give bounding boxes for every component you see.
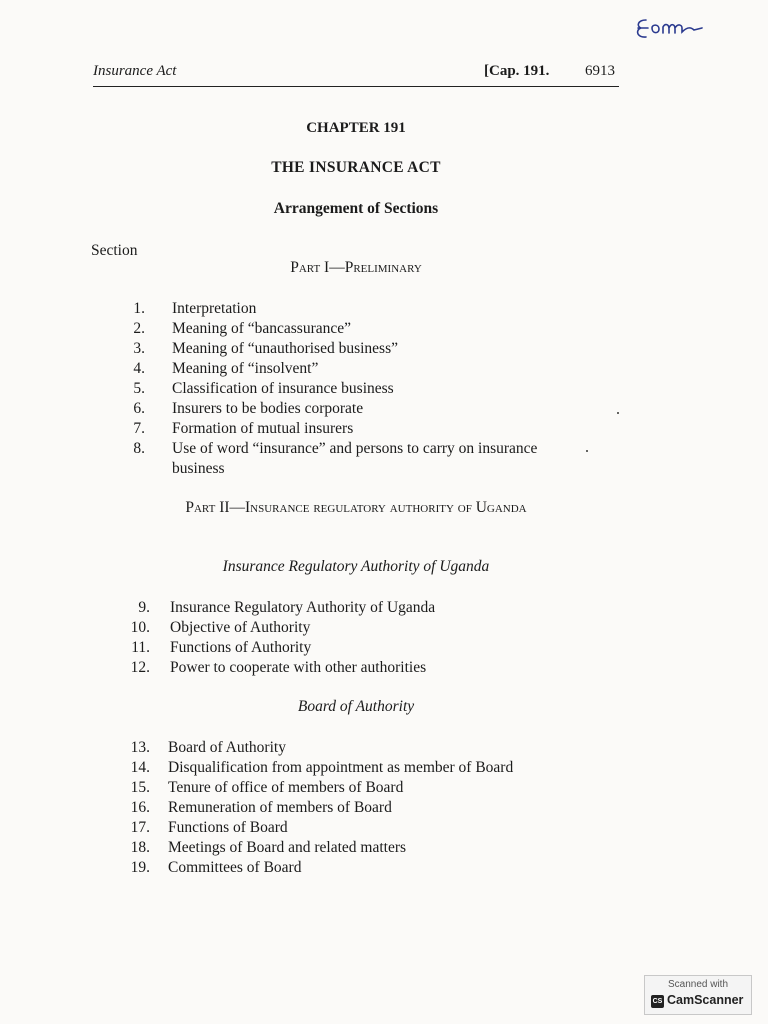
subheading-authority: Insurance Regulatory Authority of Uganda [222, 558, 490, 575]
header-rule [93, 86, 619, 87]
section-title: Objective of Authority [170, 619, 311, 636]
section-title: Use of word “insurance” and persons to carry on insurance business [172, 440, 538, 477]
section-title: Interpretation [172, 300, 257, 317]
subheading-board: Board of Authority [297, 698, 415, 715]
section-number: 18. [130, 839, 150, 856]
chapter-heading: CHAPTER 191 [306, 120, 406, 136]
section-number: 5. [133, 380, 145, 397]
chapter-cap-reference: [Cap. 191. [484, 63, 550, 79]
camscanner-brand: CamScanner [667, 993, 744, 1007]
section-title: Meaning of “bancassurance” [172, 320, 352, 337]
running-header [93, 63, 619, 85]
section-title: Classification of insurance business [172, 380, 394, 397]
arrangement-heading: Arrangement of Sections [273, 200, 439, 217]
scan-speck [586, 450, 588, 452]
part-2-heading: Part II—Insurance regulatory authority of Uganda [185, 499, 527, 516]
camscanner-logo-icon: CS [651, 995, 664, 1008]
camscanner-watermark [644, 975, 752, 1015]
section-title: Remuneration of members of Board [168, 799, 392, 816]
section-number: 6. [133, 400, 145, 417]
section-title: Meetings of Board and related matters [168, 839, 407, 856]
section-title: Tenure of office of members of Board [168, 779, 404, 796]
section-number: 13. [130, 739, 150, 756]
section-number: 14. [130, 759, 150, 776]
section-number: 8. [133, 440, 145, 457]
act-title: THE INSURANCE ACT [271, 159, 441, 176]
section-number: 2. [133, 320, 145, 337]
section-column-label: Section [91, 242, 138, 259]
part-1-heading: Part I—Preliminary [290, 259, 422, 276]
section-number: 16. [130, 799, 150, 816]
section-title: Formation of mutual insurers [172, 420, 354, 437]
section-number: 7. [133, 420, 145, 437]
scanned-with-label: Scanned with [667, 979, 729, 990]
section-number: 19. [130, 859, 150, 876]
section-title: Functions of Authority [170, 639, 312, 656]
handwritten-signature [632, 12, 722, 42]
section-title: Meaning of “insolvent” [172, 360, 319, 377]
section-number: 4. [133, 360, 145, 377]
section-title: Power to cooperate with other authorities [170, 659, 427, 676]
scan-speck [617, 412, 619, 414]
section-title: Insurers to be bodies corporate [172, 400, 364, 417]
section-number: 9. [138, 599, 150, 616]
section-number: 11. [131, 639, 150, 656]
section-number: 3. [133, 340, 145, 357]
section-title: Functions of Board [168, 819, 288, 836]
section-title: Committees of Board [168, 859, 302, 876]
running-title: Insurance Act [93, 63, 177, 79]
section-title: Meaning of “unauthorised business” [172, 340, 398, 357]
section-number: 12. [130, 659, 150, 676]
section-number: 10. [130, 619, 150, 636]
section-title: Board of Authority [168, 739, 286, 756]
page-number: 6913 [585, 63, 615, 79]
section-title: Insurance Regulatory Authority of Uganda [170, 599, 436, 616]
section-number: 17. [130, 819, 150, 836]
section-title: Disqualification from appointment as member of Board [168, 759, 514, 776]
section-number: 1. [133, 300, 145, 317]
section-number: 15. [130, 779, 150, 796]
